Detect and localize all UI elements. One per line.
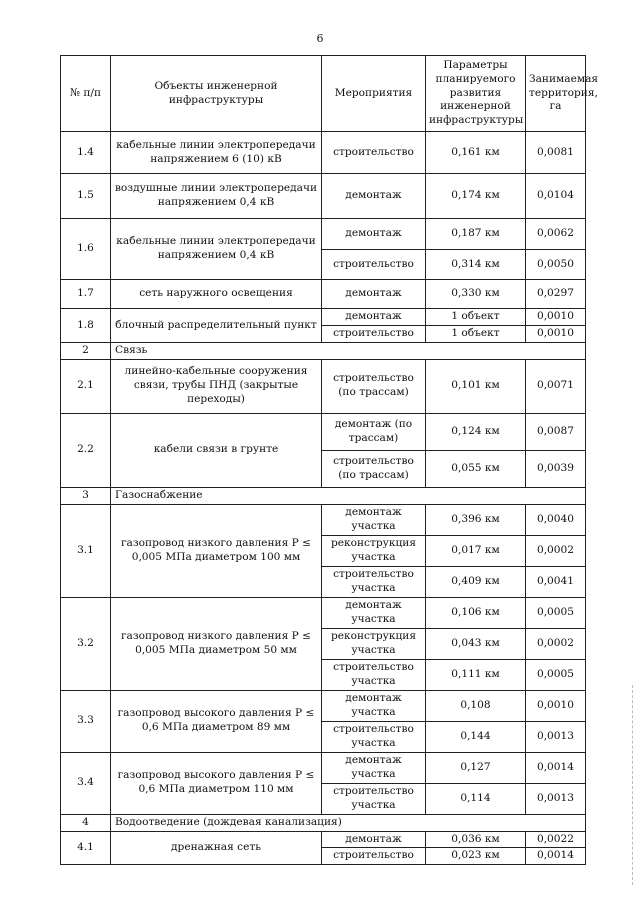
row-num: 1.7 <box>61 280 111 309</box>
row-measure: демонтаж (по трассам) <box>322 413 426 450</box>
row-measure: строительство участка <box>322 721 426 752</box>
table-row <box>61 359 586 413</box>
row-object: кабельные линии электропередачи напряжением 6 (10) кВ <box>111 132 322 174</box>
row-measure: строительство <box>322 848 426 865</box>
table-row <box>61 174 586 219</box>
row-param: 0,114 <box>426 783 526 814</box>
row-param: 1 объект <box>426 309 526 326</box>
row-param: 0,161 км <box>426 132 526 174</box>
row-num: 1.4 <box>61 132 111 174</box>
infrastructure-table <box>60 55 599 865</box>
table-row <box>61 690 586 721</box>
header-area: Занимаемая территория, га <box>526 56 586 132</box>
row-num: 2.1 <box>61 359 111 413</box>
table-row <box>61 219 586 250</box>
row-param: 0,108 <box>426 690 526 721</box>
table-row <box>61 132 586 174</box>
row-object: воздушные линии электропередачи напряжением 0,4 кВ <box>111 174 322 219</box>
row-area: 0,0040 <box>526 504 586 535</box>
row-measure: строительство участка <box>322 566 426 597</box>
row-param: 0,187 км <box>426 219 526 250</box>
row-measure: демонтаж <box>322 831 426 848</box>
row-param: 0,409 км <box>426 566 526 597</box>
row-num: 3.1 <box>61 504 111 597</box>
row-measure: строительство <box>322 250 426 280</box>
row-measure: строительство участка <box>322 783 426 814</box>
table-row <box>61 280 586 309</box>
row-area: 0,0010 <box>526 309 586 326</box>
row-area: 0,0104 <box>526 174 586 219</box>
row-area: 0,0041 <box>526 566 586 597</box>
header-params: Параметры планируемого развития инженерной инфраструктуры <box>426 56 526 132</box>
row-measure: строительство (по трассам) <box>322 359 426 413</box>
row-param: 0,174 км <box>426 174 526 219</box>
row-param: 0,124 км <box>426 413 526 450</box>
section-row <box>61 342 586 359</box>
row-param: 0,055 км <box>426 450 526 487</box>
row-object: газопровод высокого давления P ≤ 0,6 МПа диаметром 110 мм <box>111 752 322 814</box>
row-object: кабели связи в грунте <box>111 413 322 487</box>
row-object: сеть наружного освещения <box>111 280 322 309</box>
section-title: Связь <box>111 342 586 359</box>
row-area: 0,0014 <box>526 752 586 783</box>
row-param: 0,101 км <box>426 359 526 413</box>
row-num: 3.4 <box>61 752 111 814</box>
row-area: 0,0081 <box>526 132 586 174</box>
row-object: дренажная сеть <box>111 831 322 865</box>
row-num: 3.2 <box>61 597 111 690</box>
row-area: 0,0039 <box>526 450 586 487</box>
row-param: 0,036 км <box>426 831 526 848</box>
row-num: 1.5 <box>61 174 111 219</box>
section-num: 4 <box>61 814 111 831</box>
row-area: 0,0010 <box>526 690 586 721</box>
header-object: Объекты инженерной инфраструктуры <box>111 56 322 132</box>
row-param: 0,127 <box>426 752 526 783</box>
row-area: 0,0062 <box>526 219 586 250</box>
table-row <box>61 752 586 783</box>
row-area: 0,0071 <box>526 359 586 413</box>
row-param: 0,111 км <box>426 659 526 690</box>
row-area: 0,0005 <box>526 659 586 690</box>
section-num: 2 <box>61 342 111 359</box>
header-measure: Мероприятия <box>322 56 426 132</box>
row-area: 0,0002 <box>526 628 586 659</box>
row-param: 0,106 км <box>426 597 526 628</box>
row-area: 0,0013 <box>526 783 586 814</box>
row-area: 0,0005 <box>526 597 586 628</box>
row-measure: демонтаж <box>322 280 426 309</box>
row-measure: реконструкция участка <box>322 628 426 659</box>
row-param: 0,043 км <box>426 628 526 659</box>
row-num: 2.2 <box>61 413 111 487</box>
row-param: 0,396 км <box>426 504 526 535</box>
row-param: 0,017 км <box>426 535 526 566</box>
row-param: 1 объект <box>426 326 526 343</box>
section-title: Газоснабжение <box>111 487 586 504</box>
row-measure: строительство (по трассам) <box>322 450 426 487</box>
row-measure: реконструкция участка <box>322 535 426 566</box>
row-param: 0,144 <box>426 721 526 752</box>
row-area: 0,0022 <box>526 831 586 848</box>
table-row <box>61 309 586 326</box>
row-measure: демонтаж участка <box>322 752 426 783</box>
row-param: 0,023 км <box>426 848 526 865</box>
row-measure: строительство участка <box>322 659 426 690</box>
table-header-row <box>61 56 586 132</box>
row-object: газопровод низкого давления P ≤ 0,005 МПа диаметром 50 мм <box>111 597 322 690</box>
table-row <box>61 413 586 450</box>
row-measure: строительство <box>322 326 426 343</box>
page-number: 6 <box>316 32 324 45</box>
row-area: 0,0014 <box>526 848 586 865</box>
row-area: 0,0087 <box>526 413 586 450</box>
row-measure: демонтаж участка <box>322 597 426 628</box>
row-area: 0,0010 <box>526 326 586 343</box>
row-num: 1.8 <box>61 309 111 343</box>
section-row <box>61 487 586 504</box>
section-title: Водоотведение (дождевая канализация) <box>111 814 586 831</box>
row-measure: демонтаж участка <box>322 690 426 721</box>
row-object: газопровод низкого давления P ≤ 0,005 МПа диаметром 100 мм <box>111 504 322 597</box>
section-row <box>61 814 586 831</box>
section-num: 3 <box>61 487 111 504</box>
row-object: кабельные линии электропередачи напряжением 0,4 кВ <box>111 219 322 280</box>
table-row <box>61 597 586 628</box>
table-row <box>61 504 586 535</box>
row-measure: демонтаж <box>322 309 426 326</box>
row-measure: строительство <box>322 132 426 174</box>
table-row <box>61 831 586 848</box>
row-object: газопровод высокого давления P ≤ 0,6 МПа диаметром 89 мм <box>111 690 322 752</box>
row-param: 0,314 км <box>426 250 526 280</box>
page-edge-line <box>632 685 634 885</box>
header-num: № п/п <box>61 56 111 132</box>
row-param: 0,330 км <box>426 280 526 309</box>
row-area: 0,0050 <box>526 250 586 280</box>
row-num: 1.6 <box>61 219 111 280</box>
row-object: линейно-кабельные сооружения связи, трубы ПНД (закрытые переходы) <box>111 359 322 413</box>
row-num: 3.3 <box>61 690 111 752</box>
row-measure: демонтаж <box>322 219 426 250</box>
row-num: 4.1 <box>61 831 111 865</box>
row-object: блочный распределительный пункт <box>111 309 322 343</box>
row-area: 0,0013 <box>526 721 586 752</box>
row-area: 0,0002 <box>526 535 586 566</box>
row-measure: демонтаж <box>322 174 426 219</box>
row-area: 0,0297 <box>526 280 586 309</box>
row-measure: демонтаж участка <box>322 504 426 535</box>
